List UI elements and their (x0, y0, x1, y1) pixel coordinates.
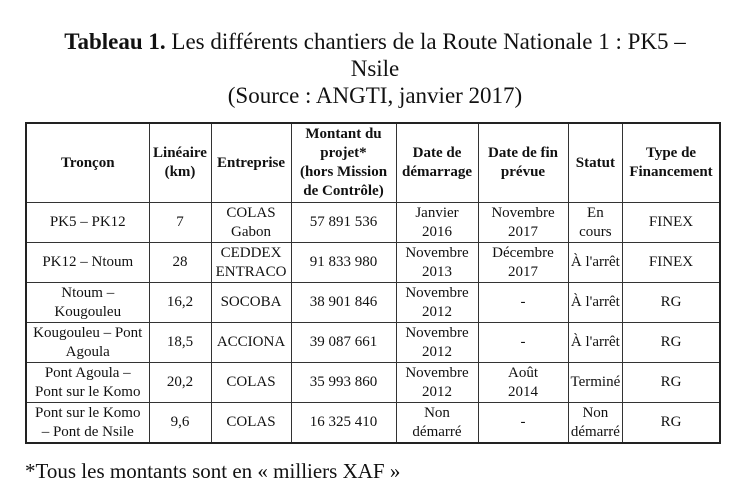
cell-line: 38 901 846 (309, 294, 378, 310)
cell-lineaire (149, 203, 211, 243)
cell-line: Non (582, 404, 609, 421)
cell-line: 39 087 661 (309, 334, 378, 350)
cell-lineaire (149, 283, 211, 323)
cell-financement (623, 283, 720, 323)
cell-lineaire (149, 403, 211, 444)
cell-montant (291, 323, 396, 363)
cell-line: COLAS (226, 204, 276, 221)
cell-line: 2013 (422, 263, 452, 280)
cell-statut (568, 203, 623, 243)
cell-date-demarrage (396, 363, 478, 403)
cell-financement (623, 363, 720, 403)
cell-line: Terminé (570, 374, 621, 390)
caption-text-line1: Les différents chantiers de la Route Nationale 1 : PK5 – (171, 29, 686, 54)
cell-date-fin (478, 363, 568, 403)
cell-troncon (26, 403, 149, 444)
cell-line: Novembre (405, 364, 469, 381)
cell-entreprise (211, 203, 291, 243)
caption-text-line2: Nsile (350, 56, 400, 81)
cell-montant (291, 403, 396, 444)
cell-lineaire (149, 323, 211, 363)
cell-date-demarrage (396, 203, 478, 243)
cell-line: 9,6 (170, 414, 190, 430)
cell-line: 2017 (508, 223, 538, 240)
cell-financement (623, 243, 720, 283)
cell-line: 2012 (422, 383, 452, 400)
cell-line: 7 (176, 214, 184, 230)
header-financement (623, 123, 720, 203)
cell-line: Pont Agoula – (44, 364, 131, 381)
cell-line: Novembre (405, 284, 469, 301)
cell-line: COLAS (226, 414, 276, 430)
cell-line: En (587, 204, 604, 221)
cell-line: démarré (412, 423, 462, 440)
cell-line: Kougouleu – Pont (33, 324, 143, 341)
cell-troncon (26, 203, 149, 243)
cell-line: COLAS (226, 374, 276, 390)
cell-line: RG (660, 334, 682, 350)
table-row (26, 363, 720, 403)
cell-line: RG (660, 374, 682, 390)
table-row (26, 403, 720, 444)
cell-line: SOCOBA (220, 294, 282, 310)
cell-line: 2012 (422, 343, 452, 360)
header-line: (hors Mission (299, 164, 388, 180)
cell-line: 28 (172, 254, 188, 270)
caption-source: (Source : ANGTI, janvier 2017) (227, 83, 523, 108)
header-date-demarrage (396, 123, 478, 203)
header-date-fin (478, 123, 568, 203)
header-line: Tronçon (60, 154, 115, 171)
cell-line: 35 993 860 (309, 374, 378, 390)
header-lineaire (149, 123, 211, 203)
cell-entreprise (211, 243, 291, 283)
cell-troncon (26, 243, 149, 283)
cell-date-demarrage (396, 283, 478, 323)
cell-lineaire (149, 363, 211, 403)
cell-date-fin (478, 203, 568, 243)
cell-line: RG (660, 294, 682, 310)
cell-troncon (26, 363, 149, 403)
cell-entreprise (211, 403, 291, 444)
header-line: Date de (412, 145, 462, 161)
cell-line: 16,2 (166, 294, 194, 310)
cell-line: 2012 (422, 303, 452, 320)
header-troncon (26, 123, 149, 203)
cell-line: 57 891 536 (309, 214, 378, 230)
cell-troncon (26, 283, 149, 323)
cell-line: FINEX (648, 214, 694, 230)
cell-line: – Pont de Nsile (41, 423, 134, 440)
cell-financement (623, 203, 720, 243)
cell-date-demarrage (396, 323, 478, 363)
cell-line: Novembre (405, 324, 469, 341)
cell-line: Gabon (231, 223, 271, 240)
cell-line: RG (660, 414, 682, 430)
cell-line: 2014 (508, 383, 538, 400)
cell-line: PK5 – PK12 (49, 214, 126, 230)
cell-line: Novembre (405, 244, 469, 261)
caption-label: Tableau 1. (64, 29, 166, 54)
cell-financement (623, 323, 720, 363)
cell-line: ACCIONA (216, 334, 286, 350)
cell-line: Agoula (65, 343, 110, 360)
table-body (26, 203, 720, 444)
cell-lineaire (149, 243, 211, 283)
header-line: Statut (575, 154, 615, 171)
header-line: Montant du (305, 126, 382, 142)
header-entreprise (211, 123, 291, 203)
cell-line: CEDDEX (220, 244, 282, 261)
cell-line: 2017 (508, 263, 538, 280)
cell-montant (291, 363, 396, 403)
cell-line: FINEX (648, 254, 694, 270)
header-line: de Contrôle) (303, 183, 384, 199)
cell-line: cours (579, 223, 612, 240)
cell-line: démarré (570, 423, 620, 440)
cell-line: ENTRACO (215, 263, 287, 280)
cell-date-demarrage (396, 403, 478, 444)
cell-date-fin (478, 403, 568, 444)
footnote: *Tous les montants sont en « milliers XAF » (25, 459, 401, 483)
cell-statut (568, 363, 623, 403)
table-header-row (26, 123, 720, 203)
cell-line: 18,5 (166, 334, 194, 350)
cell-line: Non (424, 404, 450, 421)
cell-line: Kougouleu (54, 303, 122, 320)
cell-line: Août (508, 364, 538, 381)
header-line: Linéaire (153, 145, 207, 161)
cell-line: - (520, 334, 526, 350)
table-caption (0, 28, 750, 109)
header-line: Type de (645, 145, 697, 161)
cell-line: À l'arrêt (570, 334, 620, 350)
cell-line: Pont sur le Komo (35, 383, 141, 400)
cell-line: 20,2 (166, 374, 194, 390)
header-line: Date de fin (488, 145, 558, 161)
cell-date-fin (478, 283, 568, 323)
cell-entreprise (211, 283, 291, 323)
header-line: projet* (320, 145, 367, 161)
cell-line: - (520, 294, 526, 310)
cell-date-fin (478, 243, 568, 283)
header-line: Entreprise (216, 154, 286, 171)
chantiers-table (25, 122, 721, 444)
table-row (26, 283, 720, 323)
cell-line: Novembre (491, 204, 555, 221)
cell-statut (568, 323, 623, 363)
cell-line: Ntoum – (61, 284, 115, 301)
cell-financement (623, 403, 720, 444)
cell-date-fin (478, 323, 568, 363)
cell-line: À l'arrêt (570, 294, 620, 310)
cell-line: Décembre (492, 244, 554, 261)
header-montant (291, 123, 396, 203)
cell-line: À l'arrêt (570, 254, 620, 270)
header-line: prévue (500, 164, 546, 180)
cell-statut (568, 243, 623, 283)
header-line: démarrage (402, 164, 472, 180)
cell-line: 91 833 980 (309, 254, 378, 270)
cell-date-demarrage (396, 243, 478, 283)
cell-line: PK12 – Ntoum (42, 254, 134, 270)
cell-line: - (520, 414, 526, 430)
cell-statut (568, 403, 623, 444)
cell-montant (291, 203, 396, 243)
cell-entreprise (211, 363, 291, 403)
cell-montant (291, 243, 396, 283)
table-row (26, 323, 720, 363)
table-row (26, 203, 720, 243)
cell-line: 16 325 410 (309, 414, 378, 430)
cell-montant (291, 283, 396, 323)
cell-line: Janvier (415, 204, 459, 221)
caption-line-1 (0, 28, 750, 55)
cell-line: 2016 (422, 223, 452, 240)
table-row (26, 243, 720, 283)
cell-troncon (26, 323, 149, 363)
cell-line: Pont sur le Komo (35, 404, 141, 421)
header-line: Financement (629, 164, 713, 180)
cell-statut (568, 283, 623, 323)
header-line: (km) (164, 164, 196, 180)
cell-entreprise (211, 323, 291, 363)
header-statut (568, 123, 623, 203)
